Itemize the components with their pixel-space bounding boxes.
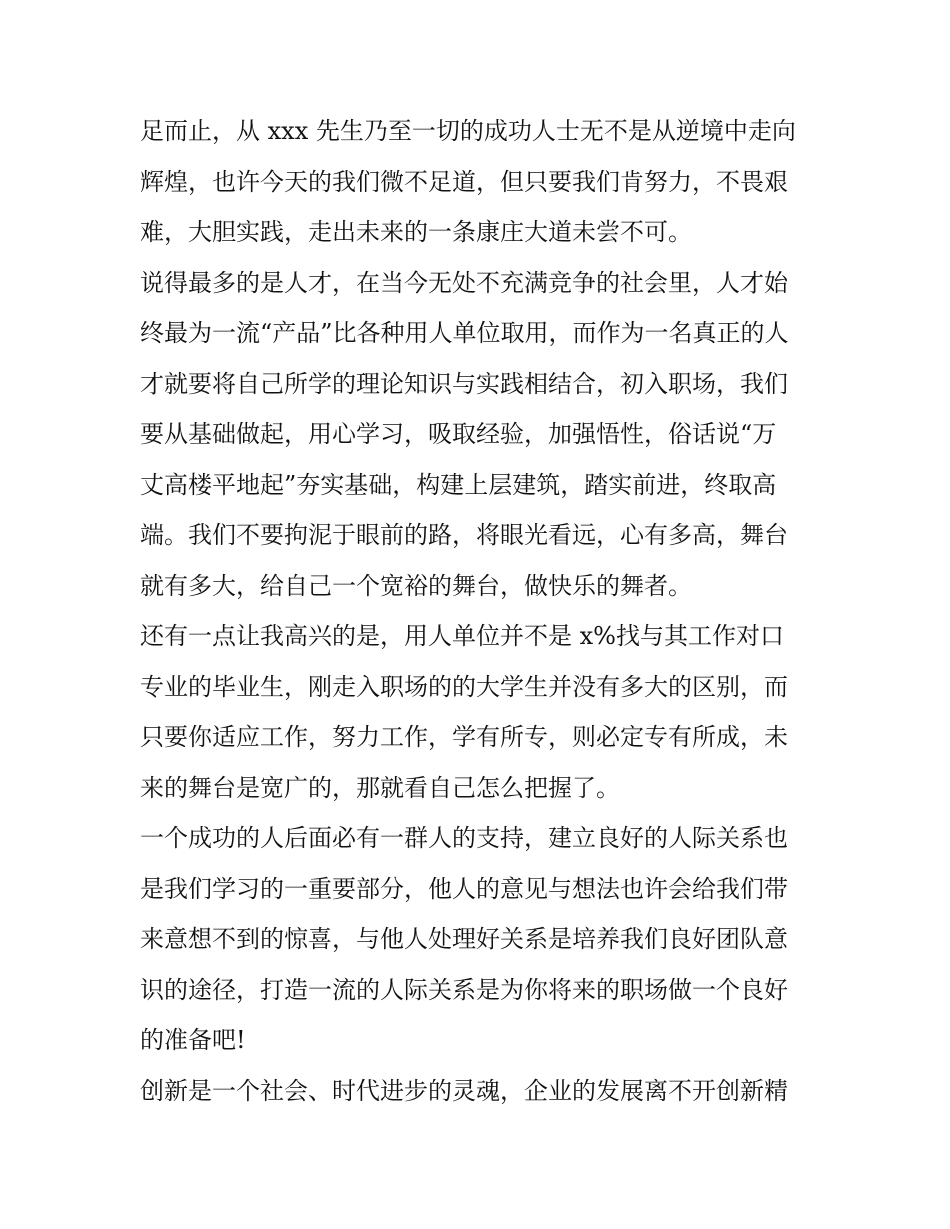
text-line: 终最为一流“产品”比各种用人单位取用，而作为一名真正的人: [140, 319, 789, 347]
text-line: 专业的毕业生，刚走入职场的的大学生并没有多大的区别，而: [140, 672, 788, 701]
text-line: 就有多大，给自己一个宽裕的舞台，做快乐的舞者。: [140, 571, 692, 600]
text-line: 一个成功的人后面必有一群人的支持，建立良好的人际关系也: [140, 824, 788, 852]
text-line: 的准备吧!: [140, 1026, 246, 1054]
text-line: 来的舞台是宽广的，那就看自己怎么把握了。: [140, 773, 620, 802]
text-line: 说得最多的是人才，在当今无处不充满竞争的社会里，人才始: [140, 268, 788, 297]
text-line: 足而止，从 xxx 先生乃至一切的成功人士无不是从逆境中走向: [140, 117, 796, 145]
text-line: 来意想不到的惊喜，与他人处理好关系是培养我们良好团队意: [140, 925, 788, 953]
text-line: 丈高楼平地起”夯实基础，构建上层建筑，踏实前进，终取高: [140, 470, 777, 499]
text-line: 要从基础做起，用心学习，吸取经验，加强悟性，俗话说“万: [140, 420, 777, 448]
text-line: 识的途径，打造一流的人际关系是为你将来的职场做一个良好: [140, 975, 788, 1004]
text-line: 只要你适应工作，努力工作，学有所专，则必定专有所成，未: [140, 723, 788, 751]
text-line: 创新是一个社会、时代进步的灵魂，企业的发展离不开创新精: [140, 1076, 788, 1105]
text-line: 辉煌，也许今天的我们微不足道，但只要我们肯努力，不畏艰: [140, 167, 788, 196]
body-text: [140, 106, 820, 1116]
text-line: 端。我们不要拘泥于眼前的路，将眼光看远，心有多高，舞台: [140, 521, 788, 549]
text-line: 难，大胆实践，走出未来的一条康庄大道未尝不可。: [140, 218, 692, 246]
text-line: 是我们学习的一重要部分，他人的意见与想法也许会给我们带: [140, 874, 788, 903]
text-line: 还有一点让我高兴的是，用人单位并不是 x%找与其工作对口: [140, 622, 784, 650]
text-line: 才就要将自己所学的理论知识与实践相结合，初入职场，我们: [140, 369, 788, 398]
